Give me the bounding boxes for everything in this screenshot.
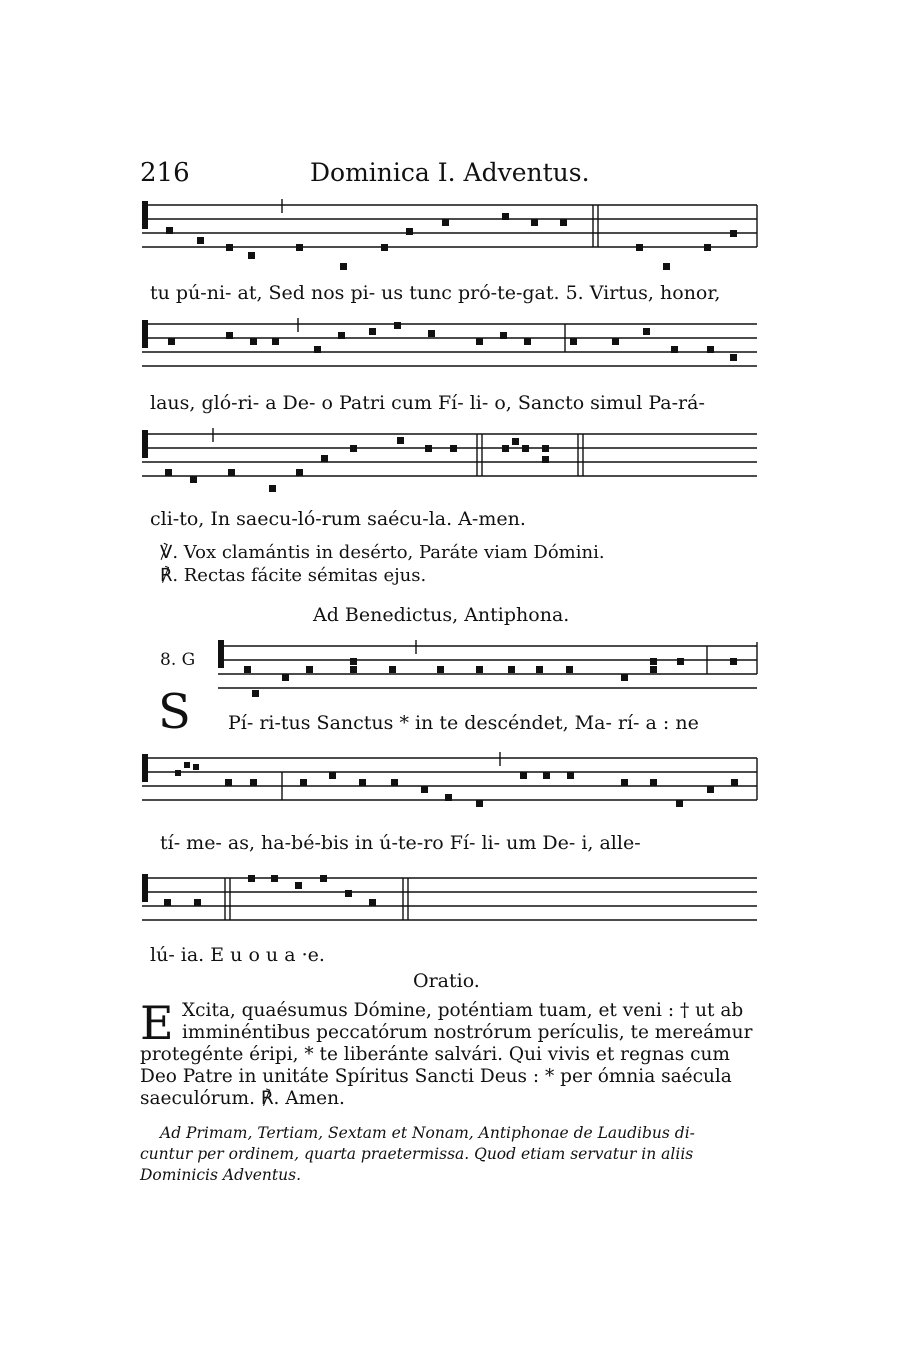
chant-staff xyxy=(0,195,900,275)
drop-cap-initial: S xyxy=(158,684,191,740)
oratio-line: protegénte éripi, * te liberánte salvári. Qui vivis et regnas cum xyxy=(140,1044,730,1065)
oratio-line: imminéntibus peccatórum nostrórum perículis, te mereámur xyxy=(182,1022,753,1043)
chant-staff xyxy=(0,748,900,828)
chant-staff xyxy=(0,866,900,936)
chant-staff xyxy=(0,632,900,702)
oratio-line: Deo Patre in unitáte Spíritus Sancti Deus : * per ómnia saécula xyxy=(140,1066,732,1087)
antiphon-heading: Ad Benedictus, Antiphona. xyxy=(313,604,570,626)
rubric-line: Ad Primam, Tertiam, Sextam et Nonam, Antiphonae de Laudibus di- xyxy=(160,1124,695,1142)
rubric-line: Dominicis Adventus. xyxy=(140,1166,301,1184)
chant-staff xyxy=(0,424,900,504)
chant-lyric-line: Pí- ri-tus Sanctus * in te descéndet, Ma- rí- a : ne xyxy=(228,712,699,734)
oratio-line: Xcita, quaésumus Dómine, poténtiam tuam, et veni : † ut ab xyxy=(182,1000,744,1021)
drop-cap-initial: E xyxy=(140,996,174,1050)
page-title: Dominica I. Adventus. xyxy=(310,158,590,187)
chant-lyric-line: tí- me- as, ha-bé-bis in ú-te-ro Fí- li- um De- i, alle- xyxy=(160,832,641,854)
chant-lyric-line: cli-to, In saecu-ló-rum saécu-la. A-men. xyxy=(150,508,526,530)
chant-lyric-line: lú- ia. E u o u a ·e. xyxy=(150,944,325,966)
page-number: 216 xyxy=(140,158,190,188)
oratio-heading: Oratio. xyxy=(413,970,480,992)
versicle: ℣. Vox clamántis in desérto, Paráte viam Dómini. xyxy=(160,542,605,563)
chant-lyric-line: laus, gló-ri- a De- o Patri cum Fí- li- o, Sancto simul Pa-rá- xyxy=(150,392,705,414)
response: ℟. Rectas fácite sémitas ejus. xyxy=(160,565,427,586)
mode-label: 8. G xyxy=(160,650,196,670)
rubric-line: cuntur per ordinem, quarta praetermissa. Quod etiam servatur in aliis xyxy=(140,1145,694,1163)
oratio-line: saeculórum. ℟. Amen. xyxy=(140,1088,345,1109)
chant-lyric-line: tu pú-ni- at, Sed nos pi- us tunc pró-te-gat. 5. Virtus, honor, xyxy=(150,282,721,304)
chant-staff xyxy=(0,312,900,382)
